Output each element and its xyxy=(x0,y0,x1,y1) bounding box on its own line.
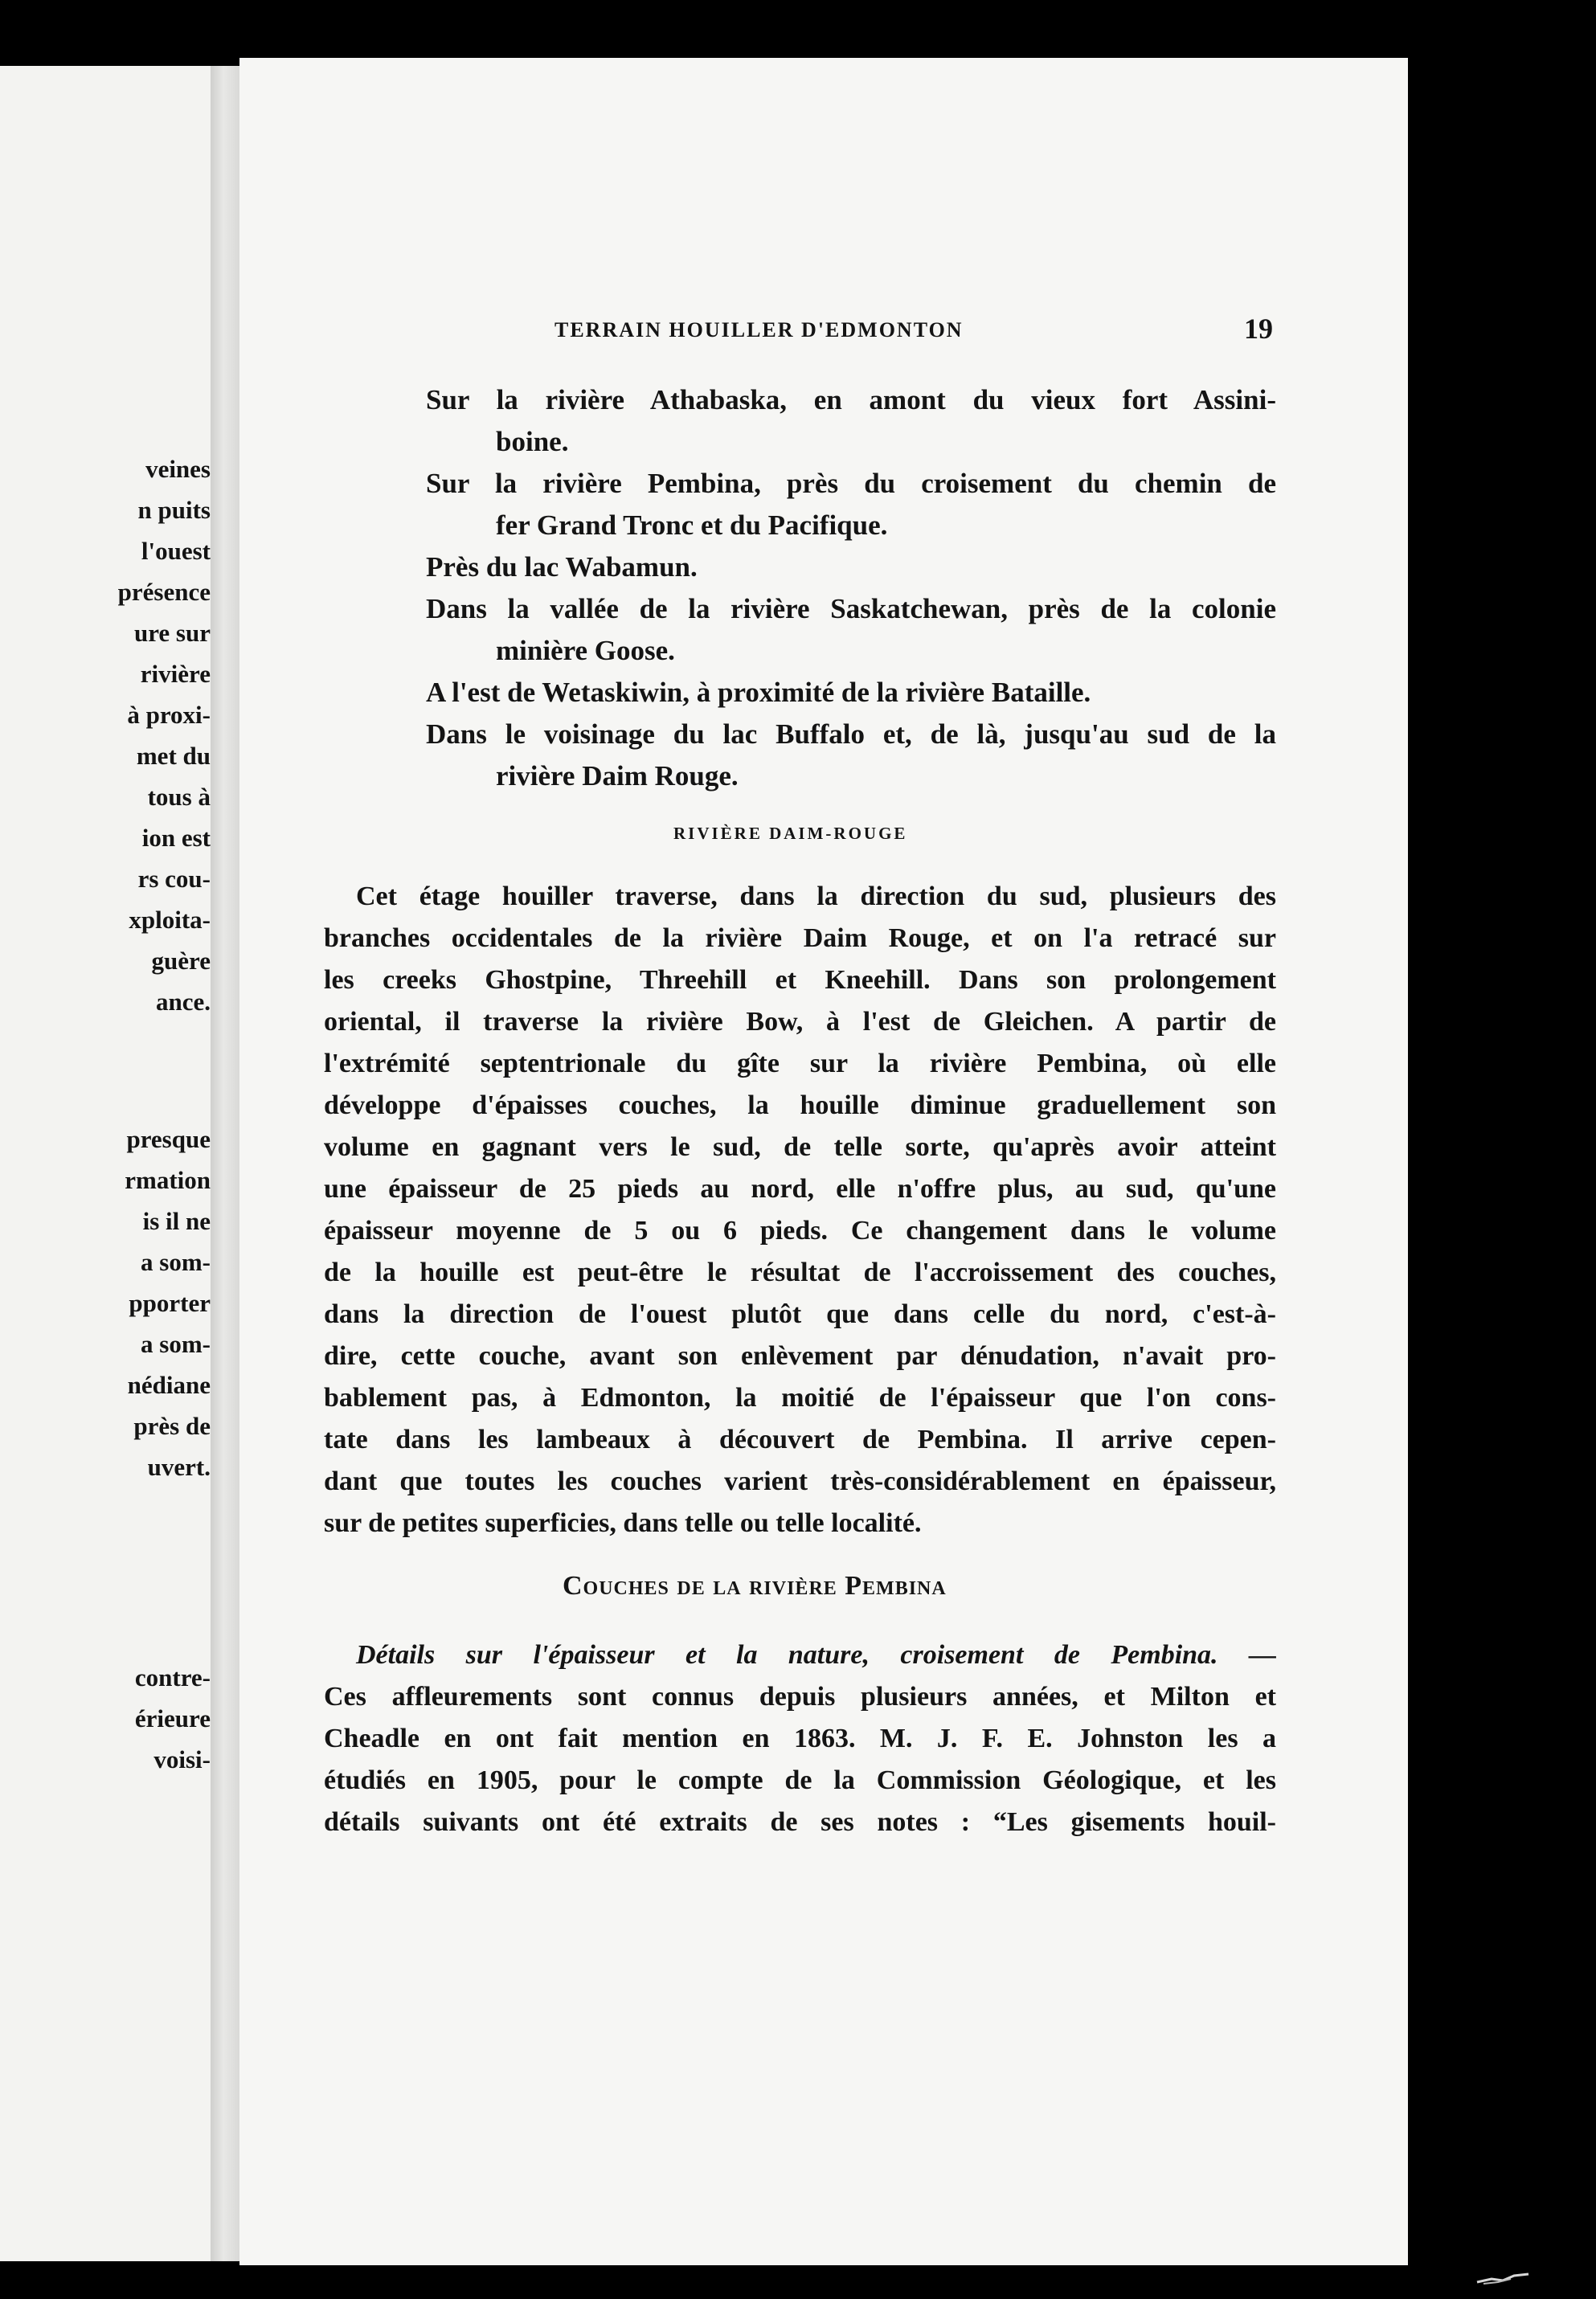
facing-page-line: n puits xyxy=(137,496,211,524)
facing-page-line: contre- xyxy=(134,1663,211,1692)
facing-page-line: is il ne xyxy=(142,1207,211,1235)
paragraph-line: bablement pas, à Edmonton, la moitié de l'épaisseur que l'on cons- xyxy=(324,1383,1276,1413)
location-line: A l'est de Wetaskiwin, à proximité de la rivière Bataille. xyxy=(426,677,1091,708)
location-line: Sur la rivière Athabaska, en amont du vieux fort Assini- xyxy=(426,384,1276,415)
facing-page-line: met du xyxy=(136,742,211,770)
section-title: Couches de la rivière Pembina xyxy=(563,1571,947,1601)
facing-page-line: rs cou- xyxy=(137,865,211,893)
facing-page-line: guère xyxy=(151,947,211,975)
facing-page-line: a som- xyxy=(141,1248,211,1276)
facing-page-line: érieure xyxy=(134,1704,211,1732)
location-line: minière Goose. xyxy=(496,635,675,666)
paragraph-line: Ces affleurements sont connus depuis plusieurs années, et Milton et xyxy=(324,1682,1276,1712)
paragraph-line: volume en gagnant vers le sud, de telle sorte, qu'après avoir atteint xyxy=(324,1132,1276,1162)
facing-page-line: près de xyxy=(133,1412,211,1440)
location-line: rivière Daim Rouge. xyxy=(496,760,739,792)
paragraph-line: développe d'épaisses couches, la houille diminue graduellement son xyxy=(324,1090,1276,1120)
running-head: TERRAIN HOUILLER D'EDMONTON xyxy=(555,318,964,342)
facing-page-line: rivière xyxy=(140,660,211,688)
paragraph-line: dant que toutes les couches varient très-considérablement en épaisseur, xyxy=(324,1467,1276,1496)
book-gutter xyxy=(211,66,239,2261)
location-line: Sur la rivière Pembina, près du croisement du chemin de xyxy=(426,468,1276,499)
paragraph-line: une épaisseur de 25 pieds au nord, elle n'offre plus, au sud, qu'une xyxy=(324,1174,1276,1204)
paragraph-line: étudiés en 1905, pour le compte de la Commission Géologique, et les xyxy=(324,1765,1276,1795)
paragraph-line: tate dans les lambeaux à découvert de Pembina. Il arrive cepen- xyxy=(324,1425,1276,1454)
facing-page-line: tous à xyxy=(147,783,211,811)
facing-page-line: présence xyxy=(117,578,211,606)
location-line: boine. xyxy=(496,426,569,457)
facing-page-line: uvert. xyxy=(147,1453,211,1481)
facing-page-line: à proxi- xyxy=(127,701,211,729)
paragraph-line: détails suivants ont été extraits de ses notes : “Les gisements houil- xyxy=(324,1807,1276,1837)
facing-page-line: xploita- xyxy=(129,906,211,934)
facing-page-line: a som- xyxy=(141,1330,211,1358)
paragraph-line: épaisseur moyenne de 5 ou 6 pieds. Ce changement dans le volume xyxy=(324,1216,1276,1246)
scan-artifact xyxy=(1475,2271,1532,2285)
facing-page-line: rmation xyxy=(125,1166,211,1194)
paragraph-line: les creeks Ghostpine, Threehill et Kneehill. Dans son prolongement xyxy=(324,965,1276,995)
paragraph-lead: Détails sur l'épaisseur et la nature, croisement de Pembina. — xyxy=(356,1640,1276,1670)
facing-page-line: presque xyxy=(126,1125,211,1153)
paragraph-line: oriental, il traverse la rivière Bow, à l'est de Gleichen. A partir de xyxy=(324,1007,1276,1037)
page-number: 19 xyxy=(1244,313,1273,345)
location-line: fer Grand Tronc et du Pacifique. xyxy=(496,509,888,541)
paragraph-line: Cet étage houiller traverse, dans la direction du sud, plusieurs des xyxy=(356,882,1276,911)
paragraph-line: Cheadle en ont fait mention en 1863. M. J. F. E. Johnston les a xyxy=(324,1724,1276,1753)
subheading: RIVIÈRE DAIM-ROUGE xyxy=(673,824,908,843)
facing-page-line: nédiane xyxy=(127,1371,211,1399)
paragraph-line: dire, cette couche, avant son enlèvement par dénudation, n'avait pro- xyxy=(324,1341,1276,1371)
paragraph-line: de la houille est peut-être le résultat de l'accroissement des couches, xyxy=(324,1258,1276,1287)
facing-page-line: l'ouest xyxy=(141,537,211,565)
location-line: Dans le voisinage du lac Buffalo et, de là, jusqu'au sud de la xyxy=(426,718,1276,750)
facing-page xyxy=(0,66,211,2261)
location-line: Dans la vallée de la rivière Saskatchewan, près de la colonie xyxy=(426,593,1276,624)
location-line: Près du lac Wabamun. xyxy=(426,551,698,583)
facing-page-line: voisi- xyxy=(153,1745,211,1773)
paragraph-line: branches occidentales de la rivière Daim Rouge, et on l'a retracé sur xyxy=(324,923,1276,953)
paragraph-line: l'extrémité septentrionale du gîte sur la rivière Pembina, où elle xyxy=(324,1049,1276,1078)
paragraph-line: sur de petites superficies, dans telle ou telle localité. xyxy=(324,1508,922,1538)
facing-page-line: pporter xyxy=(129,1289,211,1317)
facing-page-line: ion est xyxy=(141,824,211,852)
facing-page-line: ance. xyxy=(155,988,211,1016)
facing-page-line: veines xyxy=(145,455,211,483)
facing-page-line: ure sur xyxy=(133,619,211,647)
paragraph-line: dans la direction de l'ouest plutôt que dans celle du nord, c'est-à- xyxy=(324,1299,1276,1329)
